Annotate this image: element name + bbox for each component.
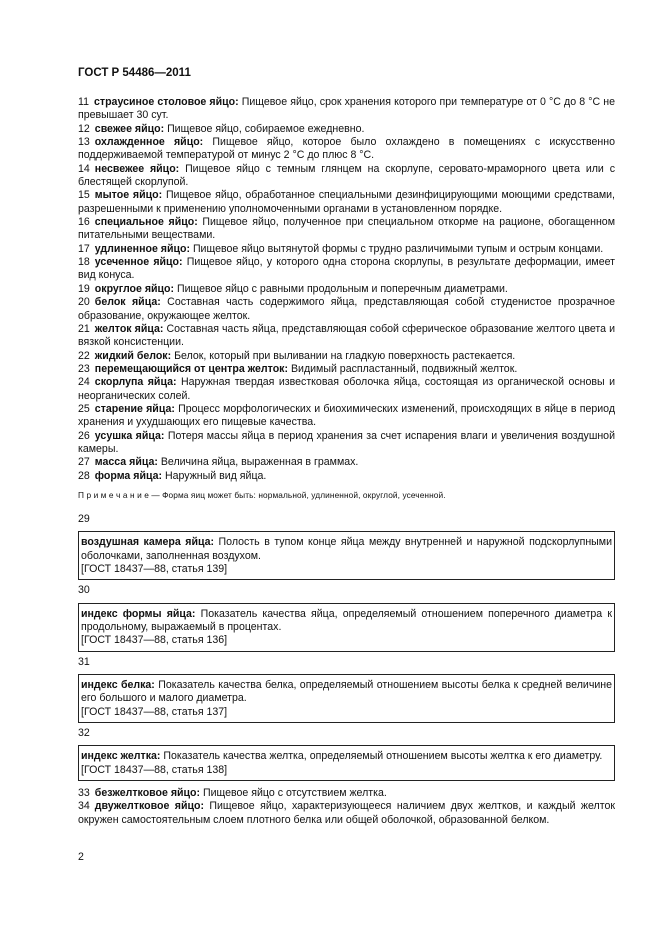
box-definition [81,536,612,563]
boxed-number: 31 [78,655,90,668]
item-term: индекс желтка: [81,750,161,763]
box-reference: [ГОСТ 18437—88, статья 138] [81,763,228,776]
item-number: 34 [78,800,90,813]
item-number: 23 [78,362,90,375]
definition-item [78,216,615,243]
item-term: желток яйца: [94,322,164,335]
item-text: Пищевое яйцо с темным глянцем на скорлупе, серовато-мраморного цвета или с блестящей скорлупой. [78,162,615,189]
boxed-number: 29 [78,512,90,525]
item-number: 22 [78,349,90,362]
boxed-definition [78,656,615,723]
item-term: охлажденное яйцо: [94,136,204,149]
item-term: усеченное яйцо: [94,256,183,269]
item-text: Пищевое яйцо, которое было охлаждено в помещениях с искусственно поддерживаемой температурой от минус 2 °С до плюс 8 °С. [78,136,615,162]
item-text: Показатель качества желтка, определяемый отношением высоты желтка к его диаметру. [160,750,603,763]
page-header: ГОСТ Р 54486—2011 [78,67,191,79]
definition-box [78,603,615,652]
item-term: мытое яйцо: [94,189,163,202]
item-number: 28 [78,469,90,482]
item-term: индекс белка: [81,679,155,692]
box-reference: [ГОСТ 18437—88, статья 136] [81,634,228,647]
item-term: форма яйца: [94,469,163,482]
item-term: двужелтковое яйцо: [94,800,204,813]
item-text: Пищевое яйцо вытянутой формы с трудно различимыми тупым и острым концами. [190,242,604,255]
item-number: 17 [78,242,90,255]
item-text: Пищевое яйцо, обработанное специальными дезинфицирующими моющими средствами, разрешенными к применению уполномоченными органами в установленном порядке. [78,189,615,215]
note-text: П р и м е ч а н и е — Форма яиц может быть: нормальной, удлиненной, округлой, усеченной. [78,489,446,500]
definition-item [78,323,615,350]
item-term: индекс формы яйца: [81,607,196,620]
boxed-number: 32 [78,727,90,740]
item-term: скорлупа яйца: [94,376,177,389]
boxed-definition [78,513,615,580]
item-number: 25 [78,402,90,415]
item-text: Показатель качества яйца, определяемый отношением поперечного диаметра к продольному, выражаемый в процентах. [81,607,612,634]
item-number: 15 [78,189,90,202]
item-term: несвежее яйцо: [94,162,180,175]
page-number: 2 [78,851,84,863]
box-definition [81,750,612,763]
item-term: удлиненное яйцо: [94,242,190,255]
item-text: Наружный вид яйца. [162,469,267,482]
item-text: Пищевое яйцо, у которого одна сторона скорлупы, в результате деформации, имеет вид конуса. [78,256,615,282]
item-term: усушка яйца: [94,429,165,442]
item-term: округлое яйцо: [94,282,175,295]
item-term: перемещающийся от центра желток: [94,362,289,375]
definition-item [78,243,615,256]
item-text: Составная часть содержимого яйца, представляющая собой студенистое прозрачное образование, окружающее желток. [78,296,615,322]
item-text: Потеря массы яйца в период хранения за счет испарения влаги и увеличения воздушной камеры. [78,429,615,455]
definition-box [78,745,615,781]
box-definition [81,679,612,706]
definition-item [78,189,615,216]
item-text: Полость в тупом конце яйца между внутренней и наружной подскорлупными оболочками, заполненная воздухом. [81,536,612,562]
boxed-definition [78,727,615,781]
item-number: 12 [78,122,90,135]
item-text: Пищевое яйцо с равными продольным и поперечным диаметрами. [174,282,508,295]
item-number: 11 [78,96,89,108]
item-number: 18 [78,256,90,269]
item-text: Пищевое яйцо, характеризующееся наличием двух желтков, и каждый желток окружен самостоятельным слоем плотного белка или общей оболочкой, образованной белком. [78,800,615,826]
item-text: Пищевое яйцо с отсутствием желтка. [200,787,387,800]
item-term: воздушная камера яйца: [81,536,215,549]
definition-item [78,430,615,457]
definition-item [78,136,615,163]
item-number: 13 [78,136,90,149]
item-text: Пищевое яйцо, собираемое ежедневно. [164,122,365,135]
item-number: 24 [78,376,90,389]
item-number: 14 [78,162,90,175]
item-text: Составная часть яйца, представляющая собой сферическое образование желтого цвета и вязкой консистенции. [78,322,615,349]
item-term: безжелтковое яйцо: [94,787,201,800]
definition-list-continued [78,787,615,827]
item-number: 26 [78,429,90,442]
box-reference: [ГОСТ 18437—88, статья 137] [81,705,228,718]
item-number: 19 [78,282,90,295]
item-term: специальное яйцо: [94,216,198,229]
definition-item [78,256,615,283]
definition-box [78,531,615,580]
item-term: жидкий белок: [94,349,172,362]
item-term: старение яйца: [94,402,175,415]
boxed-definition [78,584,615,651]
item-text: Наружная твердая известковая оболочка яйца, состоящая из органической основы и неорганических солей. [78,376,616,402]
definition-item [78,350,615,363]
item-text: Белок, который при выливании на гладкую поверхность растекается. [171,349,516,362]
item-text: Процесс морфологических и биохимических изменений, происходящих в яйце в период хранения и ухудшающих его пищевые качества. [78,402,616,429]
definition-item [78,787,615,800]
item-text: Величина яйца, выраженная в граммах. [157,456,359,469]
item-term: белок яйца: [94,296,161,309]
item-text: Пищевое яйцо, полученное при специальном откорме на рационе, обогащенном питательными веществами. [78,216,615,242]
definition-list [78,96,615,483]
definition-item [78,123,615,136]
item-text: Видимый распластанный, подвижный желток. [288,362,518,375]
item-text: Показатель качества белка, определяемый отношением высоты белка к средней величине его большого и малого диаметра. [81,679,612,705]
item-number: 16 [78,216,90,229]
definition-item [78,456,615,469]
definition-item [78,283,615,296]
definition-item [78,163,615,190]
item-number: 33 [78,787,90,800]
definition-item [78,403,615,430]
definition-item [78,376,615,403]
boxed-number: 30 [78,584,90,597]
item-number: 20 [78,296,90,309]
definition-box [78,674,615,723]
definition-item [78,96,615,123]
box-reference: [ГОСТ 18437—88, статья 139] [81,563,228,575]
item-term: свежее яйцо: [94,122,165,135]
definition-item [78,800,615,827]
definition-item [78,470,615,483]
document-page [78,66,615,827]
definition-item [78,363,615,376]
item-term: масса яйца: [94,456,158,469]
item-text: Пищевое яйцо, срок хранения которого при температуре от 0 °С до 8 °С не превышает 30 сут. [78,96,615,122]
box-definition [81,608,612,635]
definition-item [78,296,615,323]
item-number: 27 [78,456,90,469]
item-term: страусиное столовое яйцо: [94,96,239,108]
item-number: 21 [78,322,90,335]
